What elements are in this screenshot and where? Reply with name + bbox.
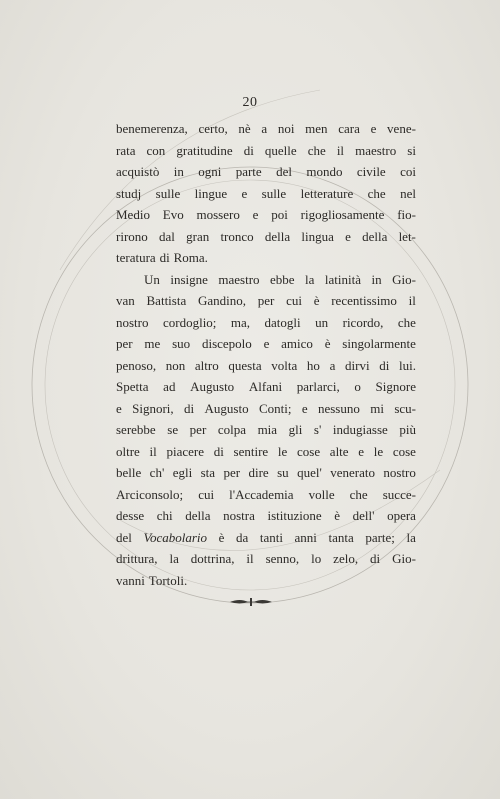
word: nostro — [383, 465, 416, 480]
word: per — [223, 465, 241, 480]
text-line — [116, 226, 416, 248]
word: e — [370, 121, 377, 136]
word: senno, — [265, 551, 300, 566]
word: e — [263, 336, 270, 351]
text-line — [116, 398, 416, 420]
word: piacere — [166, 443, 204, 459]
word: van — [116, 293, 135, 308]
word: Evo — [162, 207, 184, 222]
word: questa — [228, 357, 262, 373]
text-line — [116, 570, 416, 592]
word: di — [213, 443, 224, 459]
word: è — [218, 529, 225, 545]
word: il — [246, 551, 254, 566]
word: Arciconsolo; — [116, 486, 184, 502]
word: colpa — [217, 422, 246, 437]
word: nostra — [223, 508, 255, 523]
word: della — [362, 228, 388, 244]
text-line — [116, 548, 416, 570]
text-line — [116, 333, 416, 355]
word: vanni — [116, 572, 145, 588]
word: che — [367, 185, 386, 201]
word: lo — [311, 551, 322, 566]
word: quel' — [297, 465, 322, 480]
word: le — [373, 443, 384, 459]
text-line — [116, 140, 416, 162]
word: ogni — [198, 164, 222, 179]
word: desse — [116, 508, 145, 523]
word: lingua — [301, 228, 334, 244]
word: rirono — [116, 228, 148, 244]
word: Un — [144, 271, 160, 287]
word: Medio — [116, 207, 150, 222]
text-line — [116, 484, 416, 506]
word: Tortoli. — [148, 572, 188, 588]
word: di — [243, 142, 254, 158]
word: cara — [338, 121, 360, 136]
word: amico — [281, 336, 313, 351]
word: maestro — [355, 142, 397, 158]
word: cui — [286, 293, 302, 308]
word: mia — [257, 422, 278, 437]
word: in — [173, 164, 184, 179]
word: egli — [172, 465, 193, 480]
word: ebbe — [270, 271, 295, 287]
word: singolarmente — [342, 336, 416, 351]
word: più — [399, 422, 416, 437]
word: rigogliosamente — [300, 207, 385, 222]
word: che — [307, 142, 326, 158]
word: ch' — [149, 465, 165, 480]
word: cui — [198, 486, 215, 502]
word: men — [305, 121, 328, 136]
word: datogli — [264, 314, 301, 330]
word: cordoglio; — [162, 314, 217, 330]
word: Augusto — [190, 379, 235, 394]
word: di — [184, 400, 195, 416]
word: è — [334, 508, 341, 523]
word: tronco — [220, 228, 254, 244]
word: che — [397, 314, 416, 330]
word: volta — [271, 357, 298, 373]
tailpiece-ornament-icon — [228, 596, 274, 608]
word: benemerenza, — [116, 121, 188, 136]
word: su — [277, 465, 289, 480]
word: insigne — [170, 271, 208, 287]
word: Spetta — [116, 379, 149, 394]
page-number: 20 — [242, 95, 258, 110]
word: a — [261, 121, 268, 136]
word: let- — [398, 228, 416, 244]
text-line — [116, 247, 416, 269]
word: da — [235, 529, 249, 545]
word: mi — [370, 400, 384, 416]
word: recentissimo — [331, 293, 397, 308]
word: che — [349, 486, 368, 502]
word: drittura, — [116, 551, 158, 566]
word: e — [252, 207, 259, 222]
word: Signore — [375, 379, 416, 394]
word: succe- — [382, 486, 416, 502]
word: e — [241, 185, 248, 201]
word: serebbe — [116, 422, 156, 437]
word: del — [276, 164, 292, 179]
word: tanta — [328, 529, 354, 545]
text-line — [116, 441, 416, 463]
word: vene- — [387, 121, 416, 136]
word: sta — [200, 465, 216, 480]
word: civile — [356, 164, 386, 179]
text-line — [116, 462, 416, 484]
word: per — [189, 422, 207, 437]
word: s' — [313, 422, 322, 437]
word: di — [159, 250, 170, 265]
word: teratura — [116, 250, 156, 265]
word: alte — [329, 443, 349, 459]
word: Signori, — [132, 400, 174, 416]
word: mossero — [196, 207, 240, 222]
word: letterature — [300, 185, 354, 201]
word: anni — [294, 529, 317, 545]
word: è — [324, 336, 331, 351]
word: acquistò — [116, 164, 160, 179]
word: Roma. — [173, 250, 208, 265]
word: l'Accademia — [229, 486, 294, 502]
word: sulle — [261, 185, 287, 201]
word: oltre — [116, 443, 140, 459]
word: è — [313, 293, 320, 308]
word: gli — [288, 422, 303, 437]
text-line — [116, 355, 416, 377]
word: dire — [248, 465, 269, 480]
word: me — [144, 336, 161, 351]
word: opera — [387, 508, 416, 523]
word: Battista — [146, 293, 187, 308]
word: penoso, — [116, 357, 157, 373]
word: del — [116, 529, 132, 545]
word: e — [301, 400, 308, 416]
word: poi — [271, 207, 288, 222]
word: di — [379, 357, 390, 373]
word: e — [358, 443, 365, 459]
word: per — [116, 336, 133, 351]
word: Conti; — [258, 400, 292, 416]
word: dell' — [352, 508, 375, 523]
word: o — [354, 379, 361, 394]
text-line — [116, 527, 416, 549]
text-line — [116, 290, 416, 312]
word: a — [329, 357, 336, 373]
word: gratitudine — [176, 142, 233, 158]
word: dottrina, — [190, 551, 235, 566]
word: fio- — [397, 207, 416, 222]
text-line — [116, 161, 416, 183]
word: sentire — [233, 443, 269, 459]
word: della — [264, 228, 291, 244]
word: di — [370, 551, 381, 566]
word: scu- — [394, 400, 416, 416]
text-line — [116, 312, 416, 334]
word: quelle — [264, 142, 297, 158]
word: gran — [186, 228, 210, 244]
text-line — [116, 204, 416, 226]
word: rata — [116, 142, 136, 158]
word: dal — [159, 228, 175, 244]
word: per — [257, 293, 275, 308]
word: e — [345, 228, 351, 244]
word: Gio- — [392, 271, 416, 287]
text-line — [116, 419, 416, 441]
word: un — [315, 314, 329, 330]
word: noi — [277, 121, 295, 136]
word: in — [371, 271, 382, 287]
word: la — [406, 529, 416, 545]
word: la — [305, 271, 315, 287]
word: nessuno — [317, 400, 360, 416]
word: mondo — [306, 164, 343, 179]
word: zelo, — [333, 551, 359, 566]
word: lingue — [194, 185, 228, 201]
word: belle — [116, 465, 142, 480]
word: tanti — [259, 529, 283, 545]
word: istituzione — [267, 508, 322, 523]
word: coi — [400, 164, 416, 179]
word: Gandino, — [197, 293, 246, 308]
word: il — [336, 142, 345, 158]
word: Gio- — [392, 551, 416, 566]
word: chi — [156, 508, 173, 523]
word: ho — [306, 357, 320, 373]
text-line — [116, 376, 416, 398]
word: ricordo, — [342, 314, 384, 330]
word: si — [407, 142, 416, 158]
word: e — [116, 400, 122, 416]
word: parte — [235, 164, 262, 179]
word: lui. — [399, 357, 416, 373]
word: nel — [400, 185, 416, 201]
word: discepolo — [201, 336, 252, 351]
word: non — [165, 357, 186, 373]
word: nè — [238, 121, 251, 136]
word: sulle — [155, 185, 181, 201]
word: parlarci, — [296, 379, 340, 394]
word: certo, — [198, 121, 228, 136]
word: Augusto — [204, 400, 249, 416]
word: volle — [308, 486, 335, 502]
word: con — [146, 142, 166, 158]
word: dirvi — [345, 357, 370, 373]
word: latinità — [324, 271, 361, 287]
word: le — [277, 443, 288, 459]
word: il — [149, 443, 157, 459]
word: Alfani — [248, 379, 283, 394]
word: se — [167, 422, 179, 437]
word: nostro — [116, 314, 149, 330]
text-line — [116, 269, 416, 291]
word: Vocabolario — [143, 529, 208, 545]
word: ma, — [230, 314, 251, 330]
word: altro — [194, 357, 219, 373]
text-line — [116, 183, 416, 205]
word: indugiasse — [332, 422, 388, 437]
word: suo — [172, 336, 191, 351]
word: parte; — [365, 529, 395, 545]
word: cose — [296, 443, 321, 459]
word: la — [169, 551, 179, 566]
text-line — [116, 118, 416, 140]
word: cose — [392, 443, 416, 459]
word: studj — [116, 185, 142, 201]
word: della — [185, 508, 211, 523]
body-text — [116, 118, 416, 591]
word: ad — [163, 379, 176, 394]
word: maestro — [218, 271, 260, 287]
word: venerato — [330, 465, 375, 480]
text-line — [116, 505, 416, 527]
word: il — [408, 293, 416, 308]
